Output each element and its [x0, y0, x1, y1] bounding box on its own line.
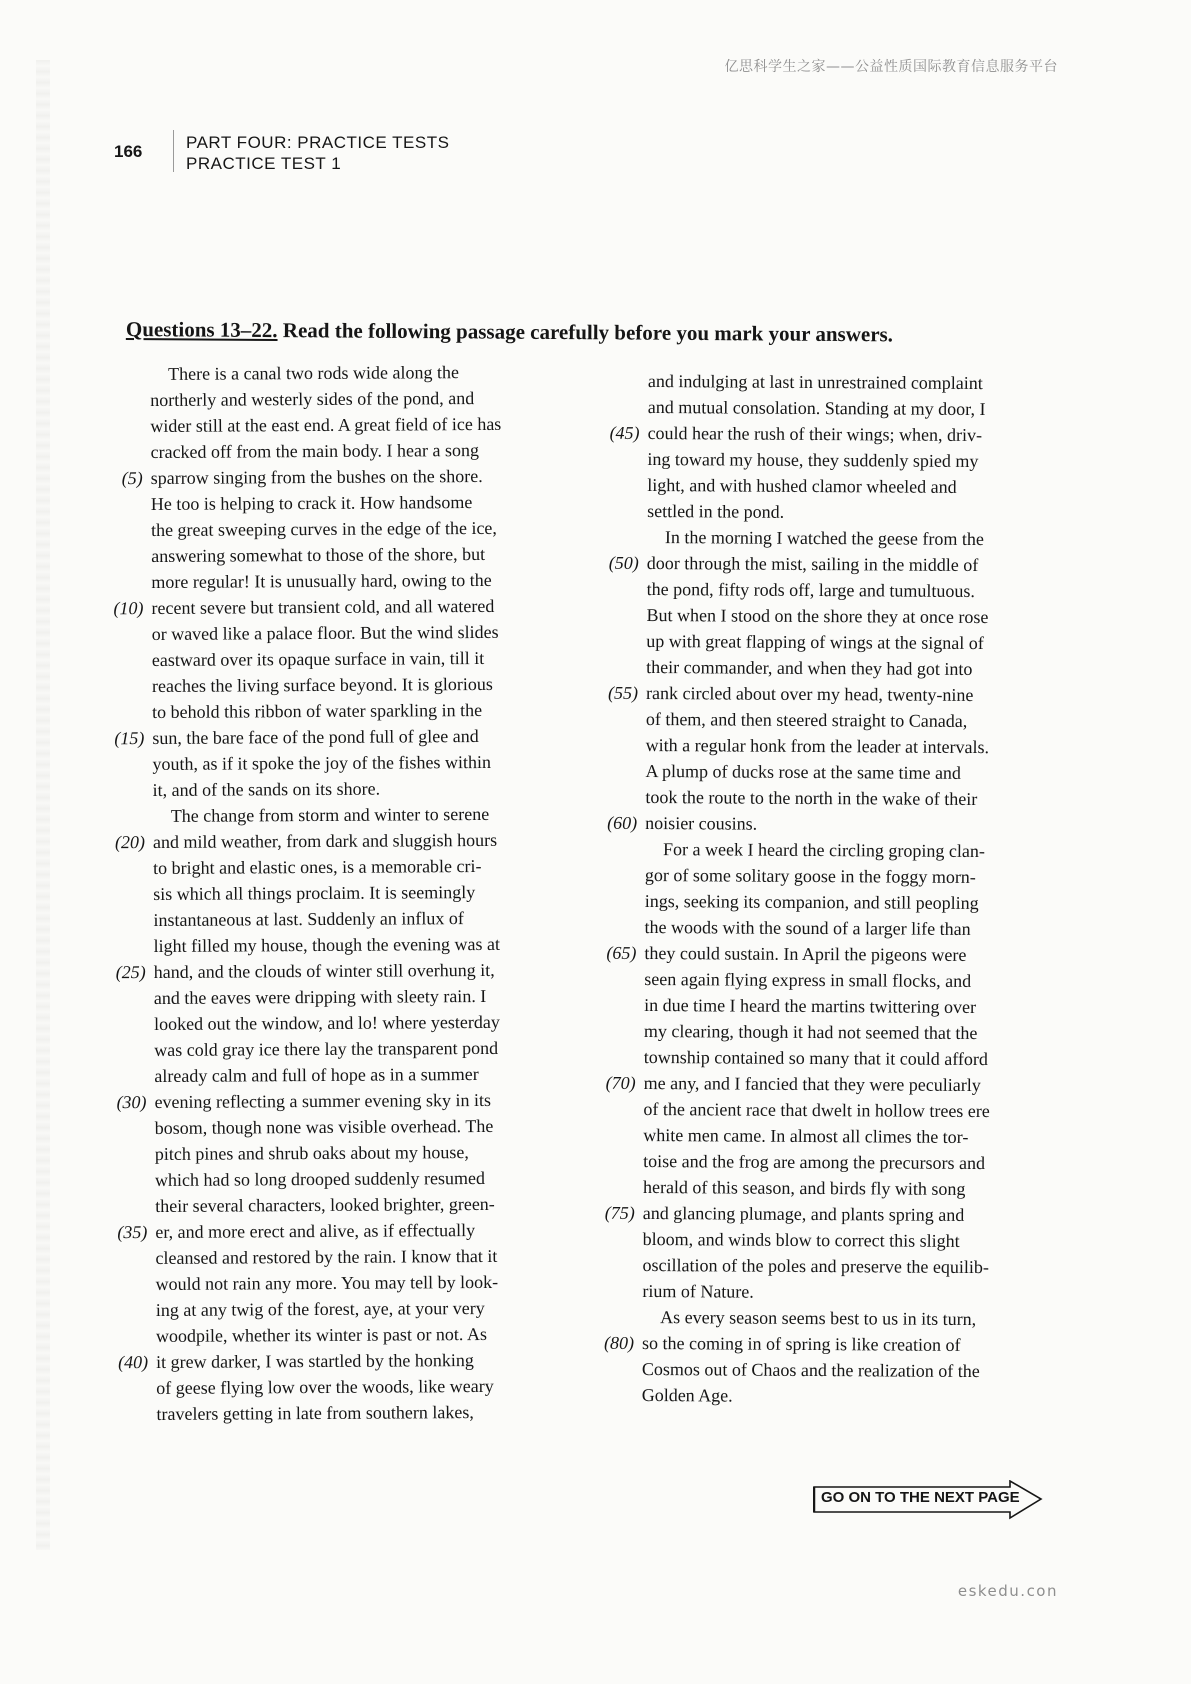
passage-line-text: and mutual consolation. Standing at my door, I [647, 396, 986, 420]
passage-line [642, 1252, 1052, 1281]
passage-line-text: er, and more erect and alive, as if effectually [155, 1220, 476, 1242]
passage-line [644, 1018, 1054, 1047]
passage-line [154, 1034, 584, 1063]
passage-line [156, 1372, 586, 1401]
passage-line-text: so the coming in of spring is like creation of [641, 1332, 961, 1355]
scan-edge-shadow [36, 60, 50, 1550]
passage-line-text: For a week I heard the circling groping clan- [663, 839, 985, 862]
passage-line-text: seen again flying express in small flocks, and [644, 968, 972, 991]
passage-line-text: Golden Age. [641, 1384, 733, 1406]
passage-line [152, 670, 582, 699]
passage-line-text: ings, seeking its companion, and still peopling [644, 890, 979, 914]
passage-line-text: youth, as if it spoke the joy of the fishes within [152, 751, 491, 774]
passage-line [121, 462, 581, 491]
line-number: (45) [609, 422, 640, 443]
passage-line-text: ing at any twig of the forest, aye, at your very [155, 1297, 485, 1320]
passage-line-text: the great sweeping curves in the edge of the ice, [150, 517, 497, 540]
line-number: (75) [604, 1202, 635, 1223]
passage-line-text: eastward over its opaque surface in vain, till it [151, 647, 485, 670]
passage-line [645, 836, 1055, 865]
passage-line-text: There is a canal two rods wide along the [168, 362, 460, 384]
passage-line-text: and mild weather, from dark and sluggish hours [152, 829, 498, 852]
passage-line [643, 1226, 1053, 1255]
passage-line [647, 472, 1057, 501]
passage-line-text: sun, the bare face of the pond full of glee and [152, 725, 479, 748]
passage-line [117, 1216, 585, 1245]
passage-line [152, 748, 582, 777]
passage-line-text: woodpile, whether its winter is past or not. As [155, 1323, 487, 1346]
passage-line [608, 550, 1057, 579]
passage-line [645, 862, 1055, 891]
passage-line-text: ing toward my house, they suddenly spied my [647, 448, 979, 472]
passage-line-text: was cold gray ice there lay the transparent pond [154, 1037, 499, 1060]
passage-line [113, 592, 581, 621]
passage-line-text: A plump of ducks rose at the same time and [645, 760, 962, 783]
passage-line [648, 368, 1058, 397]
passage-line-text: Cosmos out of Chaos and the realization of the [641, 1358, 980, 1382]
passage-line [644, 966, 1054, 995]
passage-line-text: pitch pines and shrub oaks about my house, [154, 1142, 469, 1164]
passage-line-text: answering somewhat to those of the shore, but [151, 543, 486, 566]
go-on-label: GO ON TO THE NEXT PAGE [821, 1489, 1020, 1506]
passage-line [603, 1330, 1052, 1359]
passage-line [642, 1382, 1052, 1411]
line-number: (35) [117, 1222, 148, 1243]
passage-line-text: light, and with hushed clamor wheeled and [647, 474, 957, 497]
passage-line [156, 1320, 586, 1349]
passage-line [643, 1148, 1053, 1177]
passage-line [645, 784, 1055, 813]
passage-line [646, 706, 1056, 735]
passage-line [605, 1070, 1054, 1099]
passage-line-text: up with great flapping of wings at the signal of [646, 630, 984, 654]
passage-right-column [603, 368, 1058, 1410]
passage-line-text: looked out the window, and lo! where yesterday [153, 1011, 500, 1034]
passage-line [114, 826, 583, 855]
passage-line [607, 680, 1056, 709]
passage-line [150, 358, 580, 387]
line-number: (25) [115, 962, 146, 983]
passage-line [150, 436, 580, 465]
line-number: (20) [114, 832, 145, 853]
passage-line [155, 1164, 585, 1193]
passage-line-text: But when I stood on the shore they at once rose [646, 604, 989, 628]
go-on-next-page-button[interactable] [813, 1480, 1043, 1518]
passage-line-text: to behold this ribbon of water sparkling in the [152, 699, 483, 722]
passage-line [643, 1096, 1053, 1125]
passage-line [156, 1268, 586, 1297]
passage-line-text: their several characters, looked brighter, green- [155, 1193, 495, 1216]
line-number: (60) [607, 812, 638, 833]
passage-line-text: settled in the pond. [647, 500, 785, 522]
passage-line [647, 446, 1057, 475]
passage-line [155, 1138, 585, 1167]
passage-line-text: of geese flying low over the woods, like weary [156, 1375, 494, 1398]
passage-line [607, 810, 1055, 839]
passage-line-text: bloom, and winds blow to correct this slight [642, 1228, 960, 1251]
passage-left-column [113, 358, 587, 1427]
passage-line [642, 1304, 1052, 1333]
passage-line [154, 982, 584, 1011]
passage-line-text: could hear the rush of their wings; when, driv- [647, 422, 983, 446]
running-head-part: PART FOUR: PRACTICE TESTS [186, 133, 450, 152]
passage-line-text: He too is helping to crack it. How handsome [150, 492, 473, 514]
passage-line-text: of the ancient race that dwelt in hollow trees ere [643, 1098, 990, 1122]
passage-line-text: would not rain any more. You may tell by look- [155, 1271, 499, 1294]
passage-line [643, 1174, 1053, 1203]
passage-line-text: recent severe but transient cold, and all watered [151, 595, 495, 618]
passage-line [646, 628, 1056, 657]
passage-line-text: more regular! It is unusually hard, owing to the [151, 569, 492, 592]
passage-line [153, 878, 583, 907]
passage-line-text: The change from storm and winter to serene [170, 803, 490, 826]
passage-line-text: already calm and full of hope as in a summer [154, 1064, 479, 1086]
passage-line-text: light filled my house, though the evening was at [153, 933, 501, 956]
line-number: (50) [608, 552, 639, 573]
passage-line-text: me any, and I fancied that they were peculiarly [643, 1072, 981, 1096]
passage-line-text: herald of this season, and birds fly with song [642, 1176, 966, 1199]
passage-line-text: oscillation of the poles and preserve the equilib- [642, 1254, 989, 1278]
passage-line [155, 1112, 585, 1141]
passage-line [152, 644, 582, 673]
passage-line-text: to bright and elastic ones, is a memorable cri- [153, 855, 482, 878]
passage-line-text: township contained so many that it could afford [643, 1046, 988, 1070]
passage-line [151, 566, 581, 595]
passage-line-text: northerly and westerly sides of the pond, and [150, 388, 475, 410]
line-number: (40) [118, 1352, 149, 1373]
passage-line [153, 852, 583, 881]
passage-line-text: with a regular honk from the leader at intervals. [645, 734, 990, 758]
passage-line-text: my clearing, though it had not seemed that the [643, 1020, 978, 1044]
passage-line [647, 576, 1057, 605]
passage-line-text: bosom, though none was visible overhead. The [154, 1115, 494, 1138]
passage-line-text: rank circled about over my head, twenty-nine [645, 682, 974, 705]
passage-line-text: reaches the living surface beyond. It is glorious [151, 673, 493, 696]
passage-line-text: instantaneous at last. Suddenly an influx of [153, 908, 464, 930]
line-number: (70) [605, 1072, 636, 1093]
passage-line-text: it grew darker, I was startled by the honking [156, 1350, 474, 1372]
watermark-bottom: eskedu.con [957, 1582, 1058, 1600]
passage-line-text: white men came. In almost all climes the tor- [643, 1124, 969, 1147]
header-divider [173, 130, 174, 172]
passage-line [643, 1122, 1053, 1151]
passage-line-text: took the route to the north in the wake of their [645, 786, 978, 810]
running-head [186, 132, 449, 174]
passage-line-text: rium of Nature. [642, 1280, 754, 1302]
passage-line [155, 1242, 585, 1271]
passage-line [151, 514, 581, 543]
passage-line [606, 940, 1054, 969]
passage-line [648, 394, 1058, 423]
passage-line-text: of them, and then steered straight to Canada, [645, 708, 968, 731]
passage-line [604, 1200, 1053, 1229]
passage-line [153, 774, 583, 803]
passage-line-text: in due time I heard the martins twittering over [644, 994, 977, 1018]
passage-line-text: their commander, and when they had got into [646, 656, 973, 679]
instruction-text: Read the following passage carefully before you mark your answers. [277, 318, 894, 347]
passage-line-text: In the morning I watched the geese from the [664, 527, 984, 550]
passage-line-text: cracked off from the main body. I hear a song [150, 439, 480, 462]
passage-line [609, 420, 1058, 449]
passage-line [118, 1346, 586, 1375]
watermark-top: 亿思科学生之家——公益性质国际教育信息服务平台 [724, 59, 1058, 75]
passage-line [644, 1044, 1054, 1073]
passage-line [645, 914, 1055, 943]
passage-line-text: the woods with the sound of a larger life than [644, 916, 971, 939]
passage-line-text: it, and of the sands on its shore. [152, 778, 381, 800]
passage-line [644, 992, 1054, 1021]
passage-line-text: sis which all things proclaim. It is seemingly [153, 882, 476, 904]
passage-line [154, 1060, 584, 1089]
passage-line-text: gor of some solitary goose in the foggy morn- [644, 864, 976, 888]
line-number: (5) [121, 468, 143, 489]
passage-line [152, 618, 582, 647]
passage-line [645, 758, 1055, 787]
passage-line [151, 488, 581, 517]
passage-line [115, 956, 584, 985]
passage-line-text: evening reflecting a summer evening sky in its [154, 1089, 492, 1112]
passage-line [116, 1086, 584, 1115]
passage-line-text: the pond, fifty rods off, large and tumultuous. [646, 578, 976, 602]
passage-line-text: sparrow singing from the bushes on the shore. [150, 465, 483, 488]
passage-line [646, 654, 1056, 683]
passage-line [642, 1356, 1052, 1385]
passage-line-text: wider still at the east end. A great field of ice has [150, 413, 502, 436]
passage-line [153, 930, 583, 959]
passage-line [646, 602, 1056, 631]
passage-line [155, 1190, 585, 1219]
passage-line-text: hand, and the clouds of winter still overhung it, [153, 959, 495, 982]
passage-line [156, 1294, 586, 1323]
passage-line-text: toise and the frog are among the precursors and [643, 1150, 986, 1174]
passage-line [153, 904, 583, 933]
passage-line-text: which had so long drooped suddenly resumed [154, 1167, 486, 1190]
passage-line-text: travelers getting in late from southern lakes, [156, 1402, 474, 1424]
passage-line-text: cleansed and restored by the rain. I know that it [155, 1245, 498, 1268]
passage-line [153, 800, 583, 829]
passage-line-text: or waved like a palace floor. But the wind slides [151, 621, 499, 644]
running-head-test: PRACTICE TEST 1 [186, 154, 342, 173]
passage-line-text: they could sustain. In April the pigeons were [644, 942, 967, 965]
passage-line-text: As every season seems best to us in its turn, [660, 1307, 977, 1330]
line-number: (55) [607, 682, 639, 703]
passage-line [150, 384, 580, 413]
passage-line [152, 696, 582, 725]
passage-line-text: door through the mist, sailing in the middle of [646, 552, 979, 576]
passage-line [151, 540, 581, 569]
passage-line [114, 722, 582, 751]
passage-line [647, 498, 1057, 527]
passage-line-text: noisier cousins. [645, 812, 758, 834]
passage-line-text: and the eaves were dripping with sleety rain. I [153, 985, 487, 1008]
line-number: (10) [113, 598, 144, 619]
passage-line [156, 1398, 586, 1427]
passage-line [645, 888, 1055, 917]
line-number: (65) [606, 942, 637, 963]
question-range: Questions 13–22. [125, 317, 278, 343]
passage-line [646, 732, 1056, 761]
passage-line [647, 524, 1057, 553]
passage-line-text: and glancing plumage, and plants spring and [642, 1202, 965, 1225]
line-number: (30) [116, 1092, 147, 1113]
line-number: (15) [114, 728, 145, 749]
page-number: 166 [114, 142, 143, 161]
passage-line [642, 1278, 1052, 1307]
passage-line [154, 1008, 584, 1037]
passage-line [150, 410, 580, 439]
question-instructions [126, 317, 893, 347]
passage-line-text: and indulging at last in unrestrained complaint [647, 370, 983, 394]
line-number: (80) [603, 1332, 635, 1353]
